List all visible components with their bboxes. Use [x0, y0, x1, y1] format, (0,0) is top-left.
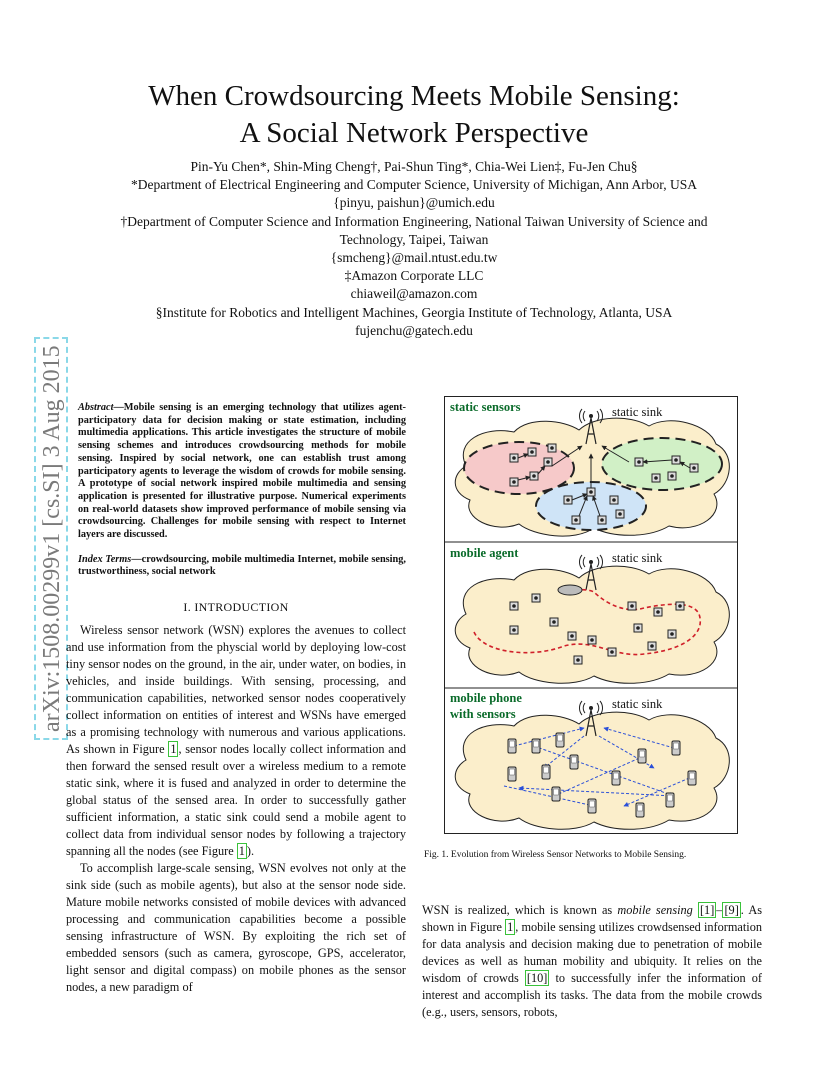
index-terms-text: —crowdsourcing, mobile multimedia Internet, mobile sensing, trustworthiness, social network — [78, 553, 406, 578]
section-heading-introduction: I. INTRODUCTION — [183, 600, 289, 615]
panel-label-mobile-phone-line-2: with sensors — [450, 707, 516, 721]
right-col-emphasis: mobile sensing — [617, 903, 693, 917]
paper-title — [60, 78, 768, 152]
right-col-text-d: to successfully infer the information of interest and accomplish its tasks. The data from the mobile crowds (e.g., users, sensors, robots, — [422, 971, 762, 1019]
figure-1-link-3[interactable]: 1 — [507, 920, 514, 934]
intro-p1-part-a: Wireless sensor network (WSN) explores the avenues to collect and use information from the physcial world by deploying low-cost tiny sensor nodes on the ground, in the air, under water, on bodies, in vehicles, and inside buildings. With sensing, processing, and communication capabilities, networked sensor nodes cooperatively collect information on entities of interest and WSNs have emerged as a promising technology with numerous and various applications. As shown in Figure — [66, 623, 406, 757]
figure-1-link[interactable]: 1 — [170, 742, 177, 757]
right-col-text-a: WSN is realized, which is known as — [422, 903, 618, 917]
citation-1[interactable]: [1] — [699, 903, 715, 917]
figure-1-illustration — [444, 396, 738, 834]
panel-label-mobile-agent: mobile agent — [450, 546, 519, 560]
email-3: chiaweil@amazon.com — [350, 286, 478, 302]
email-2: {smcheng}@mail.ntust.edu.tw — [330, 250, 498, 266]
right-col-dash: – — [716, 903, 723, 917]
author-block — [40, 158, 788, 340]
email-1: {pinyu, paishun}@umich.edu — [333, 195, 495, 211]
author-names: Pin-Yu Chen*, Shin-Ming Cheng†, Pai-Shun Ting*, Chia-Wei Lien‡, Fu-Jen Chu§ — [190, 159, 638, 174]
right-col-text-c: , mobile sensing utilizes crowdsensed information for data analysis and decision making due to penetration of mobile devices as well as human mobility and ubiquity. It relies on the wisdom of crowds — [422, 920, 762, 985]
figure-1-link-2[interactable]: 1 — [238, 844, 245, 859]
intro-p1-part-c: ). — [246, 844, 255, 859]
abstract-text: —Mobile sensing is an emerging technology that utilizes agent-participatory data for decision making or state estimation, including multimedia applications. This article investigates the structure of mobile sensing schemes and introduces crowdsourcing methods for mobile sensing. Inspired by social network, one can establish trust among participatory agents to leverage the wisdom of crowds for mobile sensing. A prototype of social network inspired mobile multimedia and sensing application is presented for illustrative purpose. Numerical experiments on real-world datasets show improved performance of mobile sensing via crowdsourcing. Challenges for mobile sensing with respect to Internet layers are discussed. — [78, 402, 406, 541]
intro-paragraph-1 — [66, 622, 406, 860]
abstract-label: Abstract — [78, 402, 114, 413]
intro-paragraph-2: To accomplish large-scale sensing, WSN evolves not only at the sink side (such as mobile agents), but also at the sensor node side. Mature mobile networks consisted of mobile devices with advanced processing and communication capabilities become a possible sensing infrastructure of WSN. By exploiting the rich set of embedded sensors (such as camera, gyroscope, GPS, accelerator, light sensor and digital compass) on mobile phones as the sensor nodes, a new paradigm of — [66, 861, 406, 995]
affiliation-3: ‡Amazon Corporate LLC — [344, 268, 484, 284]
title-line-1: When Crowdsourcing Meets Mobile Sensing: — [148, 80, 680, 112]
citation-10[interactable]: [10] — [526, 971, 548, 985]
figure-1-caption: Fig. 1. Evolution from Wireless Sensor Networks to Mobile Sensing. — [424, 850, 687, 860]
affiliation-2-line-1: †Department of Computer Science and Information Engineering, National Taiwan University of Science and — [120, 213, 708, 229]
citation-9[interactable]: [9] — [724, 903, 739, 917]
right-col-text-b: . As shown in Figure — [422, 903, 762, 934]
panel-1-sink-label: static sink — [612, 405, 663, 419]
affiliation-2-line-2: Technology, Taipei, Taiwan — [339, 231, 489, 247]
affiliation-1: *Department of Electrical Engineering and Computer Science, University of Michigan, Ann Arbor, USA — [131, 177, 697, 193]
email-4: fujenchu@gatech.edu — [355, 322, 473, 338]
figure-1 — [444, 396, 738, 834]
panel-label-static-sensors: static sensors — [450, 400, 521, 414]
index-terms — [78, 554, 406, 579]
arxiv-identifier-stamp[interactable]: arXiv:1508.00299v1 [cs.SI] 3 Aug 2015 — [34, 337, 68, 740]
title-line-2: A Social Network Perspective — [239, 117, 589, 149]
intro-p1-part-b: , sensor nodes locally collect information and then forward the sensed result over a wireless medium to a remote static sink, where it is fused and analyzed in order to determine the global status of the sensed area. In order to successfully gather sufficient information, a static sink could send a mobile agent to collect data from individual sensor nodes by following a trajectory spanning all the nodes (see Figure — [66, 742, 406, 859]
right-column — [422, 902, 762, 1021]
abstract — [78, 402, 406, 542]
index-terms-label: Index Terms — [78, 553, 132, 565]
panel-label-mobile-phone-line-1: mobile phone — [450, 691, 522, 705]
panel-3-sink-label: static sink — [612, 697, 663, 711]
left-column — [66, 402, 406, 996]
panel-2-sink-label: static sink — [612, 551, 663, 565]
affiliation-4: §Institute for Robotics and Intelligent Machines, Georgia Institute of Technology, Atlanta, USA — [155, 304, 673, 320]
